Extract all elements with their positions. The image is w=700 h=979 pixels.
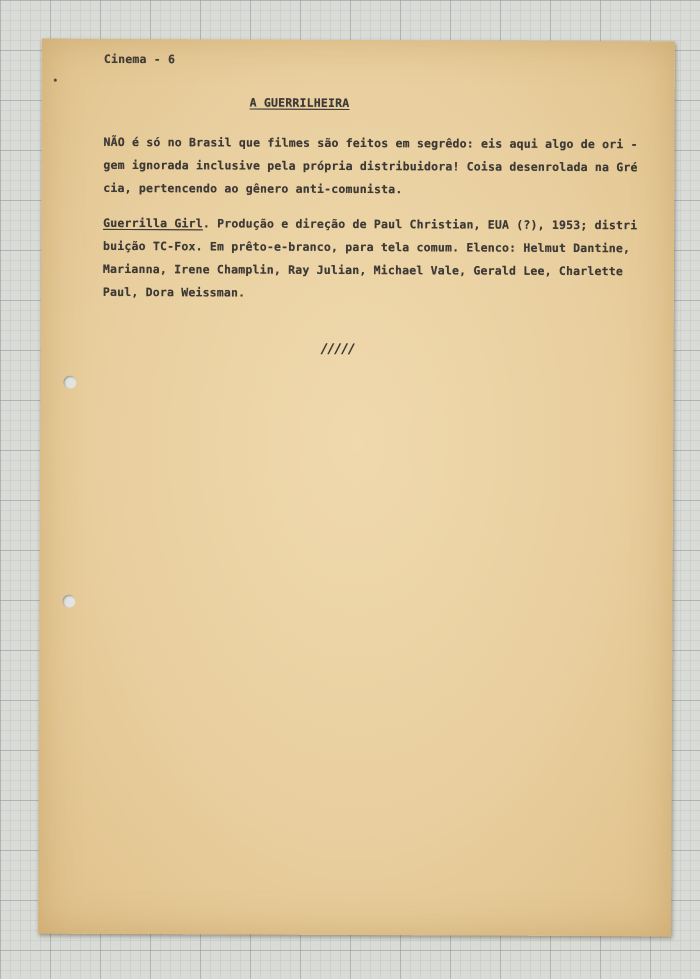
page-title: A GUERRILHEIRA: [249, 95, 350, 110]
text-line: Paul, Dora Weissman.: [102, 284, 246, 300]
punch-hole-top: [63, 376, 76, 389]
end-separator: /////: [320, 341, 355, 357]
typed-page: [38, 39, 675, 937]
text-line: Marianna, Irene Champlin, Ray Julian, Michael Vale, Gerald Lee, Charlette: [102, 261, 624, 279]
text-line: gem ignorada inclusive pela própria distribuidora! Coisa desenrolada na Gré: [103, 157, 638, 175]
text-run: . Produção e direção de Paul Christian, EUA (?), 1953; distri: [202, 216, 638, 233]
ink-mark: [54, 79, 57, 82]
punch-hole-bottom: [62, 595, 75, 608]
text-line: [103, 212, 637, 237]
credits-paragraph: [103, 212, 638, 306]
film-title: Guerrilla Girl: [103, 215, 203, 231]
text-line: buição TC-Fox. Em prêto-e-branco, para tela comum. Elenco: Helmut Dantine,: [103, 238, 631, 256]
text-line: NÃO é só no Brasil que filmes são feitos em segrêdo: eis aqui algo de ori -: [103, 134, 638, 152]
text-line: cia, pertencendo ao gênero anti-comunista.: [103, 180, 403, 197]
intro-paragraph: [103, 131, 638, 202]
page-header: Cinema - 6: [103, 51, 176, 67]
